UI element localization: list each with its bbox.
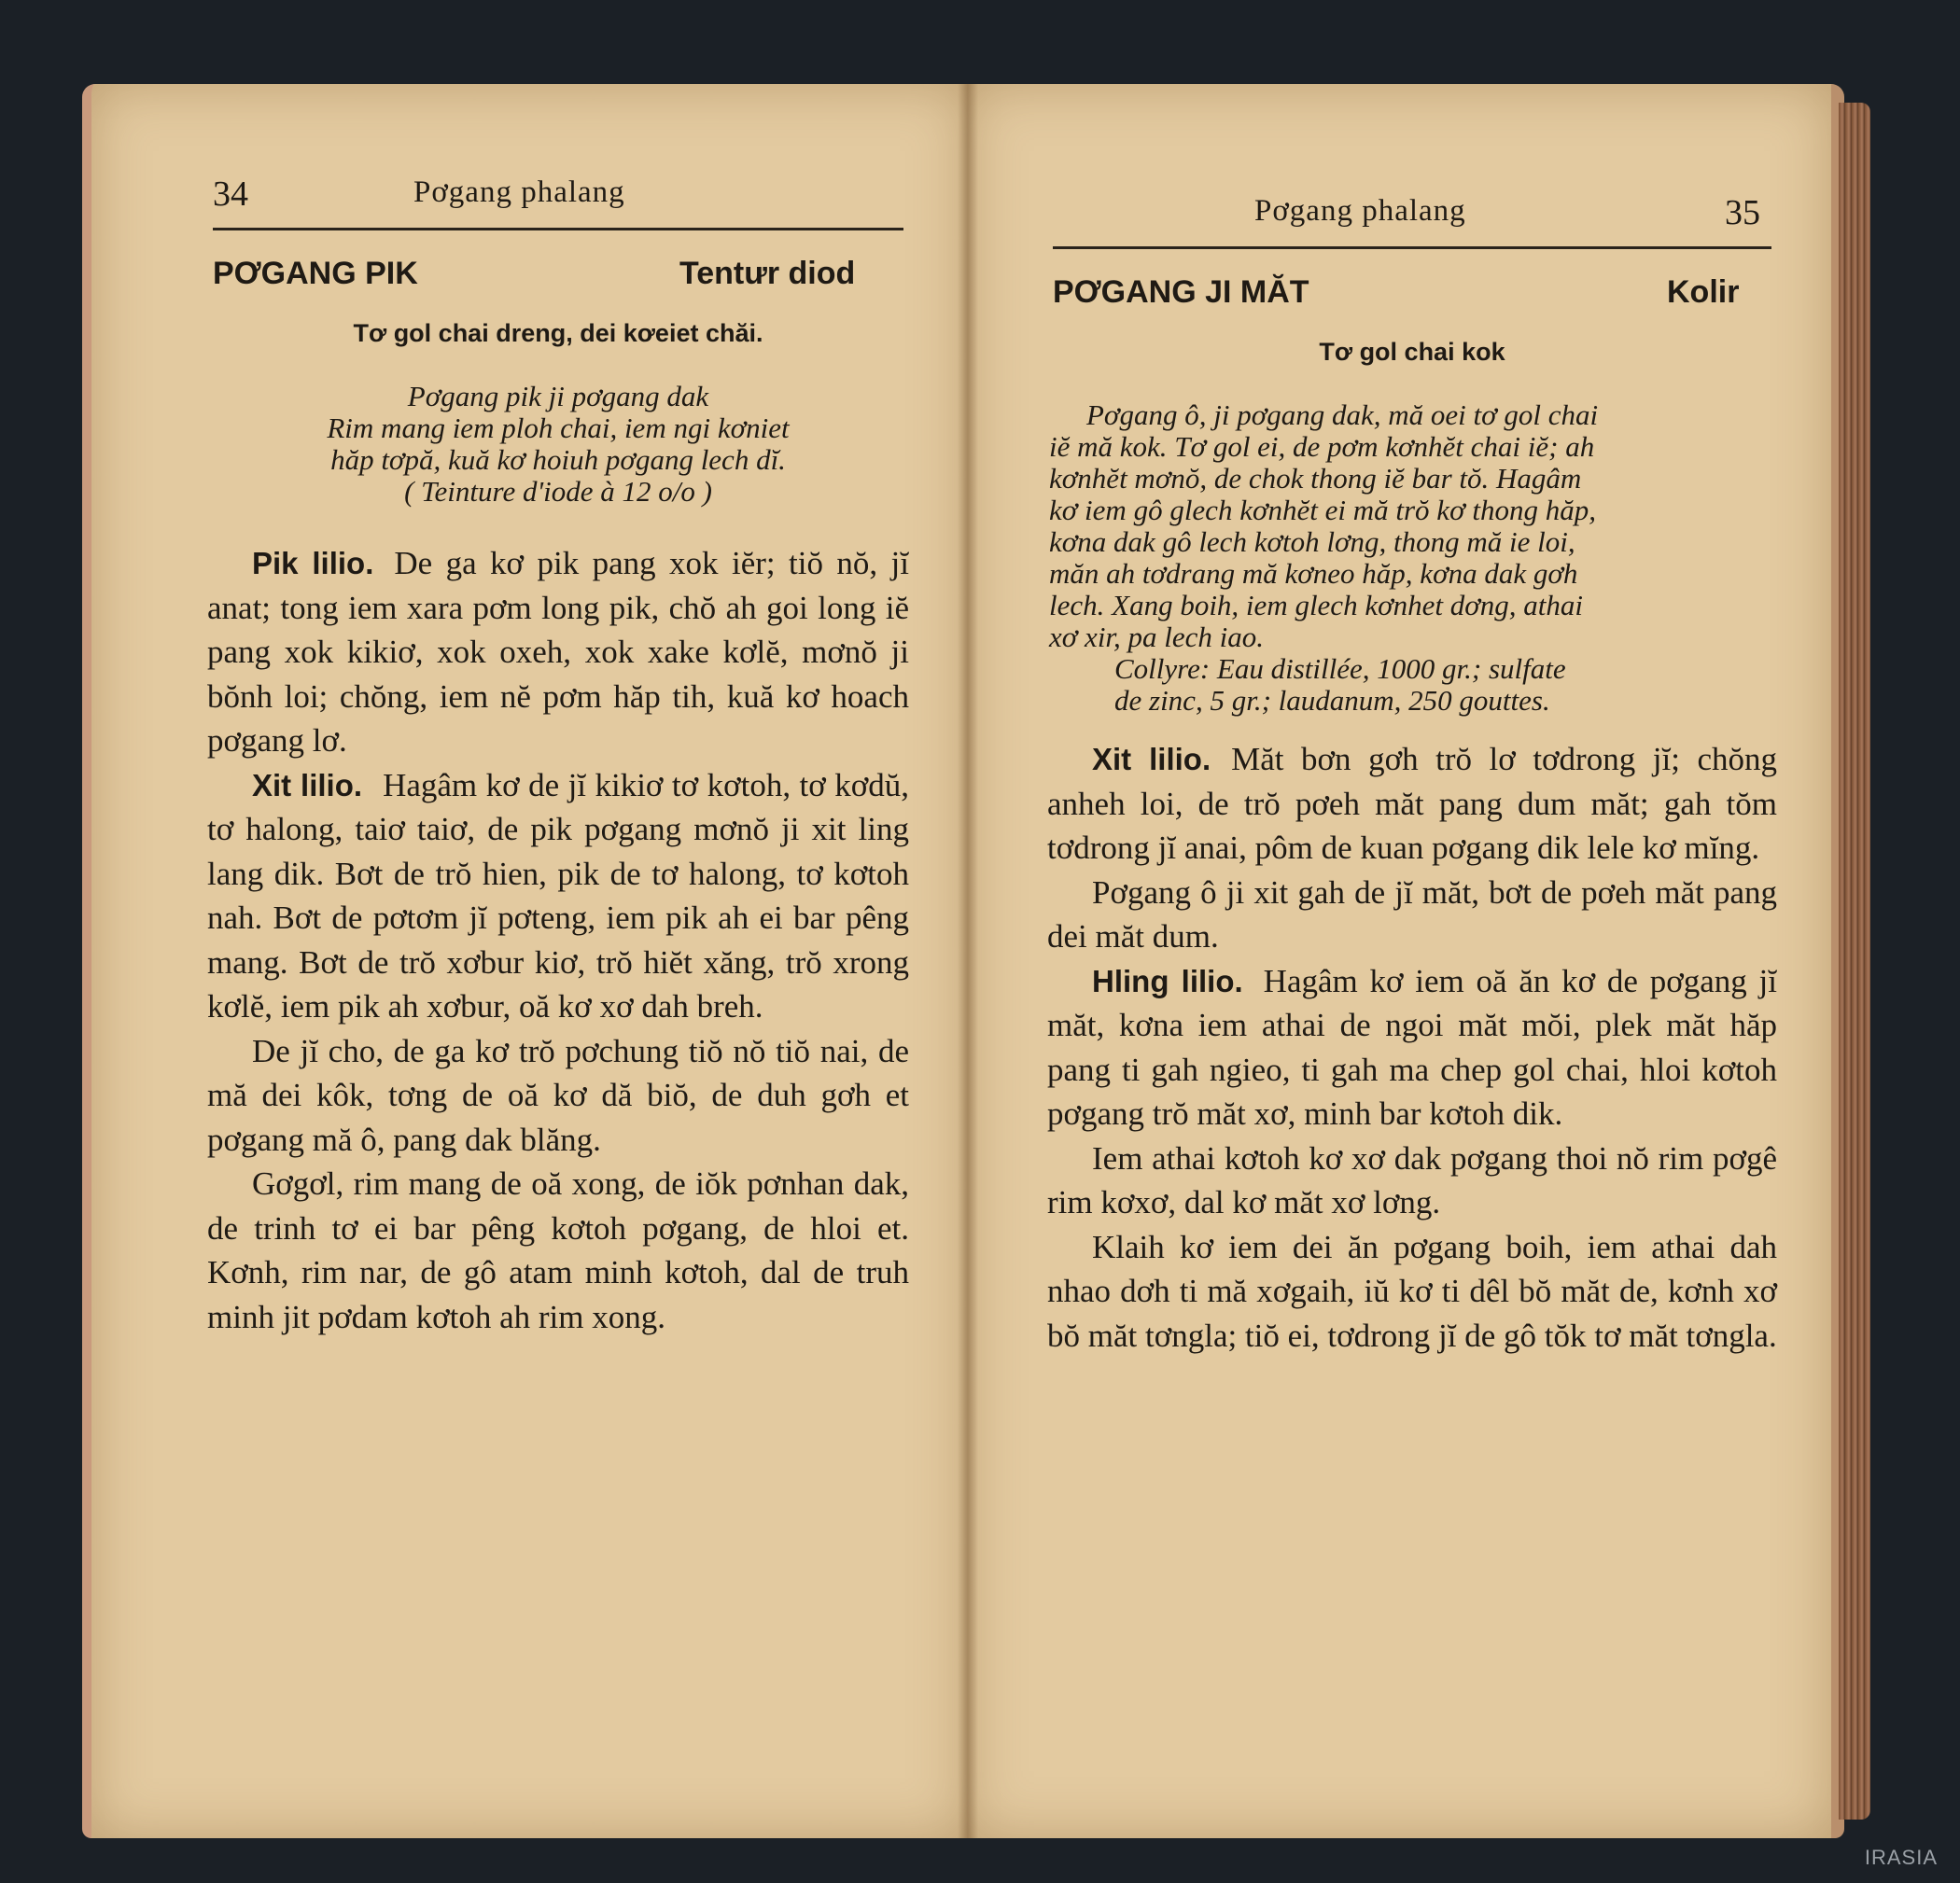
paragraph-lead: Hling lilio. — [1092, 963, 1243, 998]
paragraph — [1047, 1137, 1777, 1225]
paragraph-text: Hagâm kơ iem oă ăn kơ de pơgang jĭ măt, kơna iem athai de ngoi măt mŏi, plek măt hăp pang ti gah ngieo, ti gah ma chep gol chai, hloi kơtoh pơgang trŏ măt xơ, minh bar kơtoh dik. — [1047, 962, 1777, 1132]
paragraph-text: Pơgang ô ji xit gah de jĭ măt, bơt de pơeh măt pang dei măt dum. — [1047, 873, 1777, 955]
paragraph-lead: Xit lilio. — [1092, 742, 1211, 776]
italic-line: xơ xir, pa lech iao. — [1049, 621, 1265, 653]
right-body-text — [1047, 737, 1777, 1358]
right-page-number: 35 — [1725, 193, 1760, 232]
left-section-title-right: Tentưr diod — [679, 256, 856, 291]
italic-line: ( Teinture d'iode à 12 o/o ) — [404, 475, 712, 508]
italic-line: hăp tơpă, kuă kơ hoiuh pơgang lech dĭ. — [330, 443, 786, 476]
formula-line: Collyre: Eau distillée, 1000 gr.; sulfate — [1114, 652, 1566, 685]
left-body-text — [207, 541, 909, 1339]
archive-watermark: IRASIA — [1864, 1846, 1938, 1869]
paragraph-text: Iem athai kơtoh kơ xơ dak pơgang thoi nŏ rim pơgê rim kơxơ, dal kơ măt xơ lơng. — [1047, 1139, 1777, 1220]
paragraph — [207, 1029, 909, 1163]
left-italic-block — [250, 381, 866, 508]
book-gutter — [958, 84, 978, 1838]
paragraph — [207, 763, 909, 1029]
italic-line: lech. Xang boih, iem glech kơnhet dơng, athai — [1049, 589, 1584, 621]
open-book — [82, 84, 1885, 1838]
paragraph — [1047, 737, 1777, 871]
left-section-title: PƠGANG PIK — [213, 256, 418, 291]
italic-line: kơna dak gô lech kơtoh lơng, thong mă ie loi, — [1049, 525, 1575, 558]
paragraph — [1047, 1225, 1777, 1359]
paragraph-lead: Pik lilio. — [252, 546, 374, 580]
italic-line: kơnhĕt mơnŏ, de chok thong iĕ bar tŏ. Hagâm — [1049, 462, 1582, 495]
left-page-number: 34 — [213, 174, 248, 214]
left-header-rule — [213, 228, 903, 230]
italic-line: Rim mang iem ploh chai, iem ngi kơniet — [327, 411, 790, 444]
paragraph-text: Măt bơn gơh trŏ lơ tơdrong jĭ; chŏng anheh loi, de trŏ pơeh măt pang dum măt; gah tŏm tơdrong jĭ anai, pôm de kuan pơgang dik lele kơ mĭng. — [1047, 741, 1777, 866]
right-header-rule — [1053, 246, 1771, 249]
paragraph — [1047, 959, 1777, 1137]
paragraph-lead: Xit lilio. — [252, 767, 363, 802]
italic-line: kơ iem gô glech kơnhĕt ei mă trŏ kơ thong hăp, — [1049, 494, 1596, 526]
right-subtitle: Tơ gol chai kok — [1319, 338, 1505, 366]
right-section-title: PƠGANG JI MĂT — [1053, 274, 1309, 310]
paragraph — [207, 541, 909, 763]
paragraph-text: Klaih kơ iem dei ăn pơgang boih, iem athai dah nhao dơh ti mă xơgaih, iŭ kơ ti dêl bŏ măt de, kơnh xơ bŏ măt tơngla; tiŏ ei, tơdrong jĭ de gô tŏk tơ măt tơngla. — [1047, 1228, 1777, 1354]
italic-line: Pơgang ô, ji pơgang dak, mă oei tơ gol chai — [1086, 398, 1599, 431]
paragraph-text: De ga kơ pik pang xok iĕr; tiŏ nŏ, jĭ anat; tong iem xara pơm long pik, chŏ ah goi long iĕ pang xok kikiơ, xok oxeh, xok xake kơlĕ, mơnŏ ji bŏnh loi; chŏng, iem nĕ pơm hăp tih, kuă kơ hoach pơgang lơ. — [207, 545, 909, 759]
page-edges — [1839, 103, 1870, 1820]
italic-line: măn ah tơdrang mă kơneo hăp, kơna dak gơh — [1049, 557, 1578, 590]
paragraph-text: Gơgơl, rim mang de oă xong, de iŏk pơnhan dak, de trinh tơ ei bar pêng kơtoh pơgang, de hloi et. Kơnh, rim nar, de gô atam minh kơtoh, dal de truh minh jit pơdam kơtoh ah rim xong. — [207, 1165, 909, 1335]
italic-line: iĕ mă kok. Tơ gol ei, de pơm kơnhĕt chai iĕ; ah — [1049, 430, 1595, 463]
italic-line: Pơgang pik ji pơgang dak — [407, 380, 709, 412]
paragraph — [1047, 871, 1777, 959]
right-italic-block — [1049, 399, 1777, 717]
formula-line: de zinc, 5 gr.; laudanum, 250 gouttes. — [1114, 684, 1550, 717]
left-running-head: Pơgang phalang — [413, 175, 625, 209]
left-subtitle: Tơ gol chai dreng, dei kơeiet chăi. — [353, 319, 763, 347]
right-section-title-right: Kolir — [1667, 274, 1740, 310]
right-running-head: Pơgang phalang — [1254, 194, 1466, 228]
paragraph-text: Hagâm kơ de jĭ kikiơ tơ kơtoh, tơ kơdŭ, tơ halong, taiơ taiơ, de pik pơgang mơnŏ ji xit ling lang dik. Bơt de trŏ hien, pik de tơ halong, tơ kơtoh nah. Bơt de pơtơm jĭ pơteng, iem pik ah ei bar pêng mang. Bơt de trŏ xơbur kiơ, trŏ hiĕt xăng, trŏ xrong kơlĕ, iem pik ah xơbur, oă kơ xơ dah breh. — [207, 766, 909, 1025]
paragraph-text: De jĭ cho, de ga kơ trŏ pơchung tiŏ nŏ tiŏ nai, de mă dei kôk, tơng de oă kơ dă biŏ, de duh gơh et pơgang mă ô, pang dak blăng. — [207, 1032, 909, 1158]
paragraph — [207, 1162, 909, 1339]
